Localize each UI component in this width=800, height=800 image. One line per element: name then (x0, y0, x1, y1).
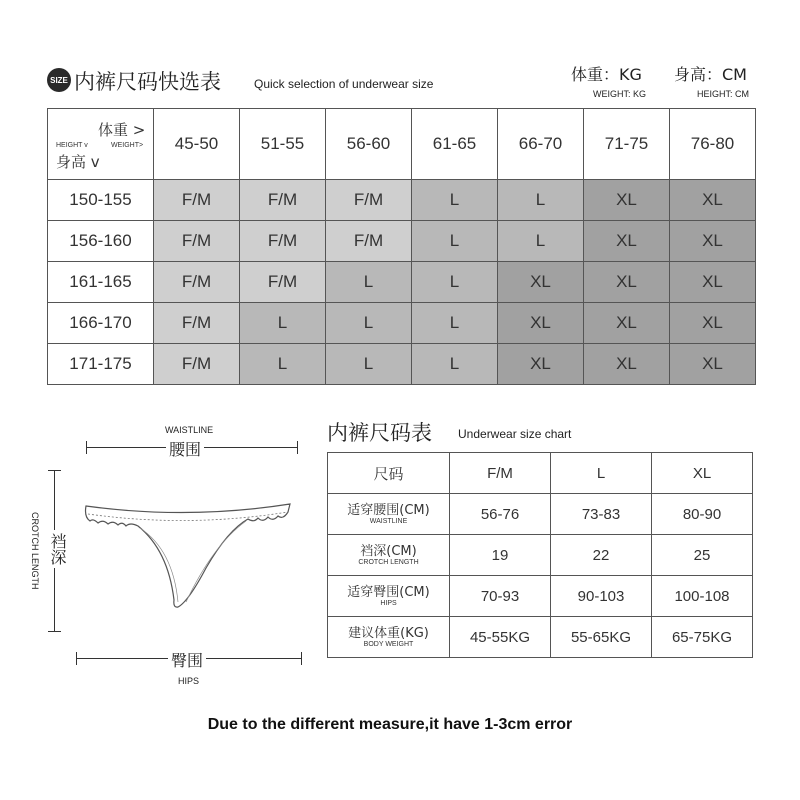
height-range-cell: 161-165 (48, 262, 154, 303)
height-range-cell: 150-155 (48, 180, 154, 221)
weight-header: 76-80 (670, 109, 756, 180)
size-cell: XL (584, 262, 670, 303)
size-cell: XL (584, 344, 670, 385)
measurement-value-cell: 45-55KG (450, 617, 551, 658)
hips-tick-right (301, 652, 302, 665)
weight-header: 51-55 (240, 109, 326, 180)
size-cell: F/M (326, 221, 412, 262)
measurement-value-cell: 25 (652, 535, 753, 576)
crotch-length-label-zh: 裆深 (46, 530, 69, 568)
corner-weight-label: 体重 > (98, 121, 146, 139)
size-cell: F/M (240, 180, 326, 221)
waist-tick-right (297, 441, 298, 454)
measurement-label-zh: 裆深(CM) (360, 543, 417, 559)
measurement-value-cell: 55-65KG (551, 617, 652, 658)
weight-unit-en: WEIGHT: KG (593, 89, 647, 99)
weight-header: 56-60 (326, 109, 412, 180)
table-row (48, 180, 756, 221)
size-cell: L (326, 344, 412, 385)
size-cell: F/M (240, 262, 326, 303)
corner-height-label: 身高 v (56, 153, 100, 171)
size-cell: L (240, 303, 326, 344)
waistline-label-en: WAISTLINE (165, 425, 214, 435)
hips-label-zh: 臀围 (168, 648, 206, 671)
table-row (328, 535, 753, 576)
size-cell: L (412, 221, 498, 262)
size-cell: F/M (154, 262, 240, 303)
measurement-label-en: WAISTLINE (369, 518, 408, 526)
corner-weight-en: WEIGHT> (111, 142, 144, 149)
weight-header: 66-70 (498, 109, 584, 180)
size-cell: L (412, 303, 498, 344)
corner-height-en: HEIGHT v (56, 142, 88, 149)
measurement-value-cell: 19 (450, 535, 551, 576)
weight-header: 71-75 (584, 109, 670, 180)
size-cell: XL (498, 344, 584, 385)
measurement-label-zh: 适穿腰围(CM) (347, 502, 430, 518)
measurement-value-cell: 22 (551, 535, 652, 576)
measurement-label-zh: 适穿臀围(CM) (347, 584, 430, 600)
height-range-cell: 166-170 (48, 303, 154, 344)
size-chart-title: 内裤尺码表 (327, 421, 432, 445)
table-row (48, 262, 756, 303)
measurement-label-en: CROTCH LENGTH (358, 559, 419, 567)
size-cell: L (240, 344, 326, 385)
measurement-label-zh: 建议体重(KG) (348, 625, 429, 641)
waistline-label-zh: 腰围 (166, 437, 204, 460)
size-cell: L (412, 262, 498, 303)
weight-unit: 体重：KG (571, 65, 642, 84)
crotch-tick-top (48, 470, 61, 471)
size-cell: L (498, 180, 584, 221)
size-cell: L (412, 180, 498, 221)
table-row (48, 221, 756, 262)
size-chart-table (327, 452, 753, 658)
size-cell: L (326, 262, 412, 303)
crotch-length-label-en: CROTCH LENGTH (30, 512, 40, 590)
size-cell: XL (670, 262, 756, 303)
measurement-value-cell: 65-75KG (652, 617, 753, 658)
measurement-value-cell: 90-103 (551, 576, 652, 617)
size-badge: SIZE (47, 68, 71, 92)
measurement-label-en: BODY WEIGHT (363, 641, 414, 649)
table-row (48, 303, 756, 344)
size-cell: XL (584, 303, 670, 344)
size-cell: XL (670, 344, 756, 385)
size-cell: XL (498, 303, 584, 344)
size-cell: F/M (326, 180, 412, 221)
hips-label-en: HIPS (178, 676, 200, 686)
weight-header: 45-50 (154, 109, 240, 180)
table-row (328, 576, 753, 617)
size-cell: F/M (240, 221, 326, 262)
height-range-cell: 156-160 (48, 221, 154, 262)
measurement-value-cell: 56-76 (450, 494, 551, 535)
size-cell: XL (584, 180, 670, 221)
size-cell: F/M (154, 180, 240, 221)
size-cell: L (326, 303, 412, 344)
measurement-value-cell: 100-108 (652, 576, 753, 617)
size-cell: F/M (154, 303, 240, 344)
size-column-header: XL (652, 453, 753, 494)
measurement-label-cell (328, 576, 450, 617)
size-cell: XL (584, 221, 670, 262)
size-cell: L (498, 221, 584, 262)
weight-header: 61-65 (412, 109, 498, 180)
quick-selection-table (47, 108, 756, 385)
size-column-header: L (551, 453, 652, 494)
page-title: 内裤尺码快选表 (74, 70, 221, 94)
table-row (328, 494, 753, 535)
crotch-tick-bottom (48, 631, 61, 632)
size-cell: XL (670, 221, 756, 262)
measurement-label-en: HIPS (380, 600, 397, 608)
table-row (48, 344, 756, 385)
size-column-header: F/M (450, 453, 551, 494)
underwear-illustration (78, 490, 303, 615)
page-subtitle: Quick selection of underwear size (254, 77, 434, 91)
hips-tick-left (76, 652, 77, 665)
height-unit: 身高：CM (674, 65, 747, 84)
size-cell: F/M (154, 221, 240, 262)
size-cell: L (412, 344, 498, 385)
measurement-value-cell: 70-93 (450, 576, 551, 617)
measurement-value-cell: 80-90 (652, 494, 753, 535)
table-row (328, 617, 753, 658)
measurement-label-cell (328, 535, 450, 576)
size-cell: XL (670, 303, 756, 344)
height-range-cell: 171-175 (48, 344, 154, 385)
size-header-label: 尺码 (328, 453, 450, 494)
size-chart-subtitle: Underwear size chart (458, 427, 572, 441)
size-cell: F/M (154, 344, 240, 385)
waist-tick-left (86, 441, 87, 454)
measurement-label-cell (328, 617, 450, 658)
measurement-note: Due to the different measure,it have 1-3cm error (207, 716, 573, 733)
measurement-label-cell (328, 494, 450, 535)
height-unit-en: HEIGHT: CM (697, 89, 750, 99)
measurement-value-cell: 73-83 (551, 494, 652, 535)
table-corner-cell (48, 109, 154, 180)
size-cell: XL (670, 180, 756, 221)
size-cell: XL (498, 262, 584, 303)
